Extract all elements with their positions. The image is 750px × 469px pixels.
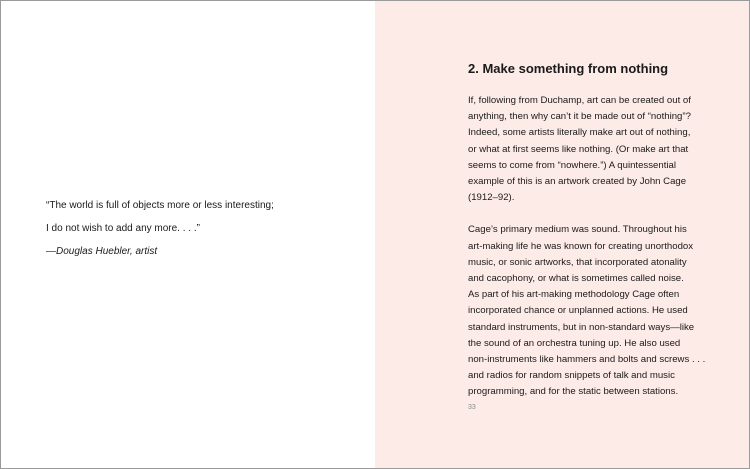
quote-line-1: “The world is full of objects more or less interesting;: [46, 200, 274, 211]
paragraph-line: (1912–92).: [468, 192, 515, 204]
paragraph-line: As part of his art-making methodology Cage often: [468, 289, 680, 301]
paragraph-line: programming, and for the static between stations.: [468, 386, 679, 398]
paragraph-1: [468, 93, 718, 206]
paragraph-line: or what at first seems like nothing. (Or make art that: [468, 143, 689, 155]
paragraph-line: If, following from Duchamp, art can be created out of: [468, 95, 691, 106]
section-title: 2. Make something from nothing: [468, 61, 669, 76]
paragraph-line: the sound of an orchestra tuning up. He also used: [468, 337, 681, 349]
body-text: [468, 93, 718, 401]
quote-attribution: —Douglas Huebler, artist: [46, 246, 158, 257]
paragraph-line: and radios for random snippets of talk and music: [468, 370, 675, 382]
left-page: [1, 1, 375, 468]
paragraph-line: example of this is an artwork created by John Cage: [468, 176, 687, 188]
paragraph-line: non-instruments like hammers and bolts and screws . . .: [468, 354, 706, 366]
paragraph-line: standard instruments, but in non-standard ways—like: [468, 321, 695, 333]
paragraph-line: seems to come from “nowhere.”) A quintessential: [468, 159, 676, 171]
right-page: [375, 1, 749, 468]
paragraph-line: and cacophony, or what is sometimes called noise.: [468, 273, 684, 285]
paragraph-line: Indeed, some artists literally make art out of nothing,: [468, 127, 691, 139]
paragraph-line: anything, then why can’t it be made out of “nothing”?: [468, 111, 691, 123]
paragraph-line: art-making life he was known for creating unorthodox: [468, 240, 694, 252]
paragraph-line: music, or sonic artworks, that incorporated atonality: [468, 256, 687, 268]
paragraph-line: incorporated chance or unplanned actions. He used: [468, 305, 688, 317]
epigraph-quote: [46, 199, 346, 258]
quote-line-2: I do not wish to add any more. . . .”: [46, 223, 200, 234]
page-number: 33: [468, 404, 476, 411]
paragraph-line: Cage’s primary medium was sound. Throughout his: [468, 224, 687, 236]
paragraph-2: [468, 222, 718, 400]
